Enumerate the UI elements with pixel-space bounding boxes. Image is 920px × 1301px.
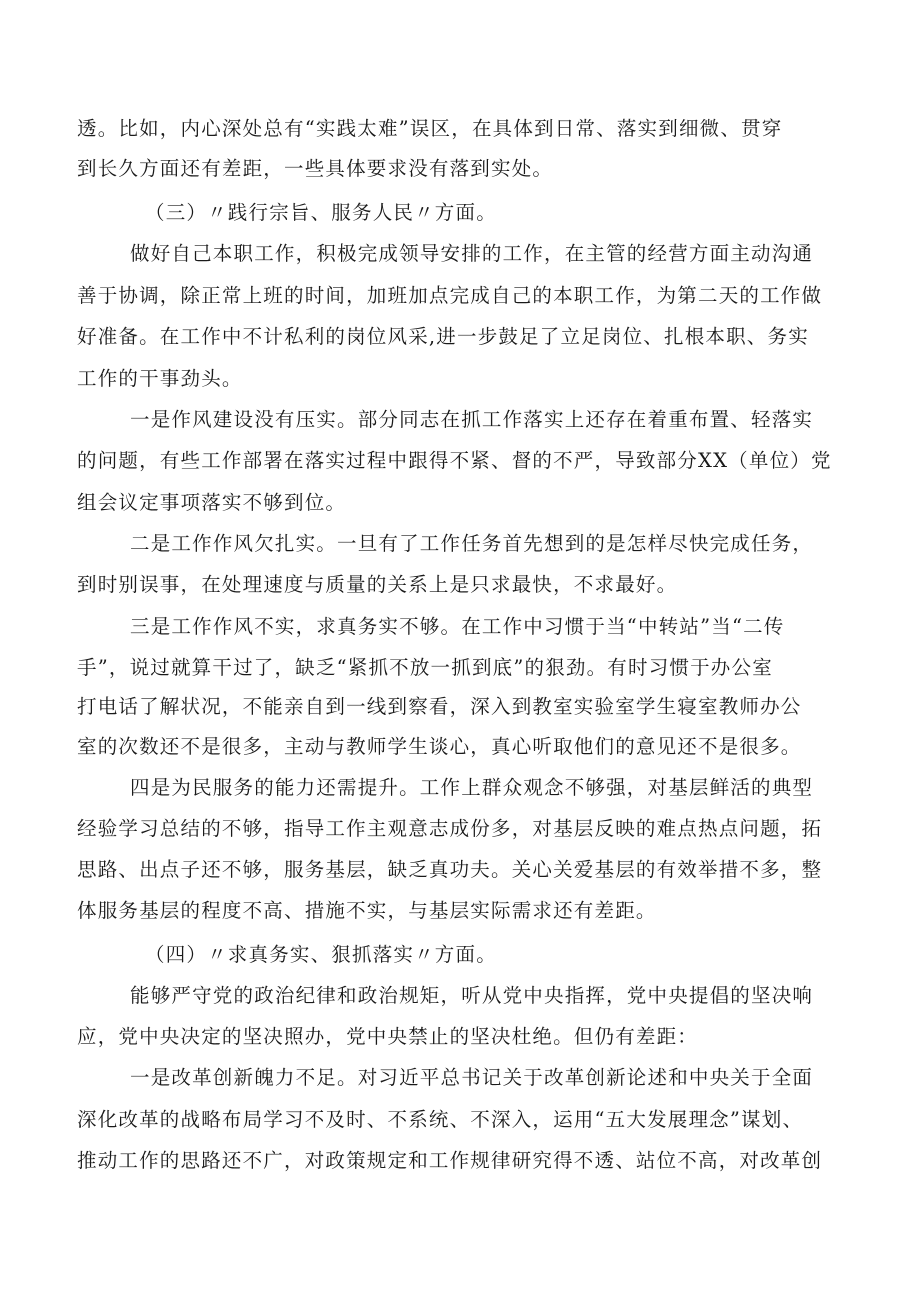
text-line: 体服务基层的程度不高、措施不实，与基层实际需求还有差距。	[77, 899, 657, 922]
text-line: 到时别误事，在处理速度与质量的关系上是只求最快，不求最好。	[77, 573, 678, 596]
text-line: 工作的干事劲头。	[77, 367, 243, 390]
text-line: 经验学习总结的不够，指导工作主观意志成份多，对基层反映的难点热点问题，拓	[77, 817, 823, 840]
text-line: 透。比如，内心深处总有“实践太难”误区，在具体到日常、落实到细微、贯穿	[77, 117, 783, 140]
text-line: 思路、出点子还不够，服务基层，缺乏真功夫。关心关爱基层的有效举措不多，整	[77, 858, 823, 881]
section-heading: （三）〃践行宗旨、服务人民〃方面。	[145, 201, 497, 224]
text-line: 一是改革创新魄力不足。对习近平总书记关于改革创新论述和中央关于全面	[130, 1066, 814, 1089]
text-line: 的问题，有些工作部署在落实过程中跟得不紧、督的不严，导致部分XX（单位）党	[77, 449, 832, 472]
text-line: 到长久方面还有差距，一些具体要求没有落到实处。	[77, 157, 554, 180]
text-line: 推动工作的思路还不广，对政策规定和工作规律研究得不透、站位不高，对改革创	[77, 1149, 823, 1172]
text-line: 打电话了解状况，不能亲自到一线到察看，深入到教室实验室学生寝室教师办公	[77, 695, 802, 718]
text-line: 三是工作作风不实，求真务实不够。在工作中习惯于当“中转站”当“二传	[130, 615, 785, 638]
text-line: 应，党中央决定的坚决照办，党中央禁止的坚决杜绝。但仍有差距：	[77, 1025, 699, 1048]
text-line: 手”，说过就算干过了，缺乏“紧抓不放一抓到底”的狠劲。有时习惯于办公室	[77, 656, 773, 679]
text-line: 四是为民服务的能力还需提升。工作上群众观念不够强，对基层鲜活的典型	[130, 776, 814, 799]
section-heading: （四）〃求真务实、狠抓落实〃方面。	[145, 943, 497, 966]
text-line: 好准备。在工作中不计私利的岗位风采,进一步鼓足了立足岗位、扎根本职、务实	[77, 325, 809, 348]
text-line: 组会议定事项落实不够到位。	[77, 491, 347, 514]
text-line: 做好自己本职工作，积极完成领导安排的工作，在主管的经营方面主动沟通	[130, 242, 814, 265]
text-line: 善于协调，除正常上班的时间，加班加点完成自己的本职工作，为第二天的工作做	[77, 284, 823, 307]
text-line: 能够严守党的政治纪律和政治规矩，听从党中央指挥，党中央提倡的坚决响	[130, 984, 814, 1007]
text-line: 二是工作作风欠扎实。一旦有了工作任务首先想到的是怎样尽快完成任务，	[130, 532, 814, 555]
text-line: 一是作风建设没有压实。部分同志在抓工作落实上还存在着重布置、轻落实	[130, 408, 814, 431]
text-line: 深化改革的战略布局学习不及时、不系统、不深入，运用“五大发展理念”谋划、	[77, 1108, 804, 1131]
text-line: 室的次数还不是很多，主动与教师学生谈心，真心听取他们的意见还不是很多。	[77, 735, 802, 758]
